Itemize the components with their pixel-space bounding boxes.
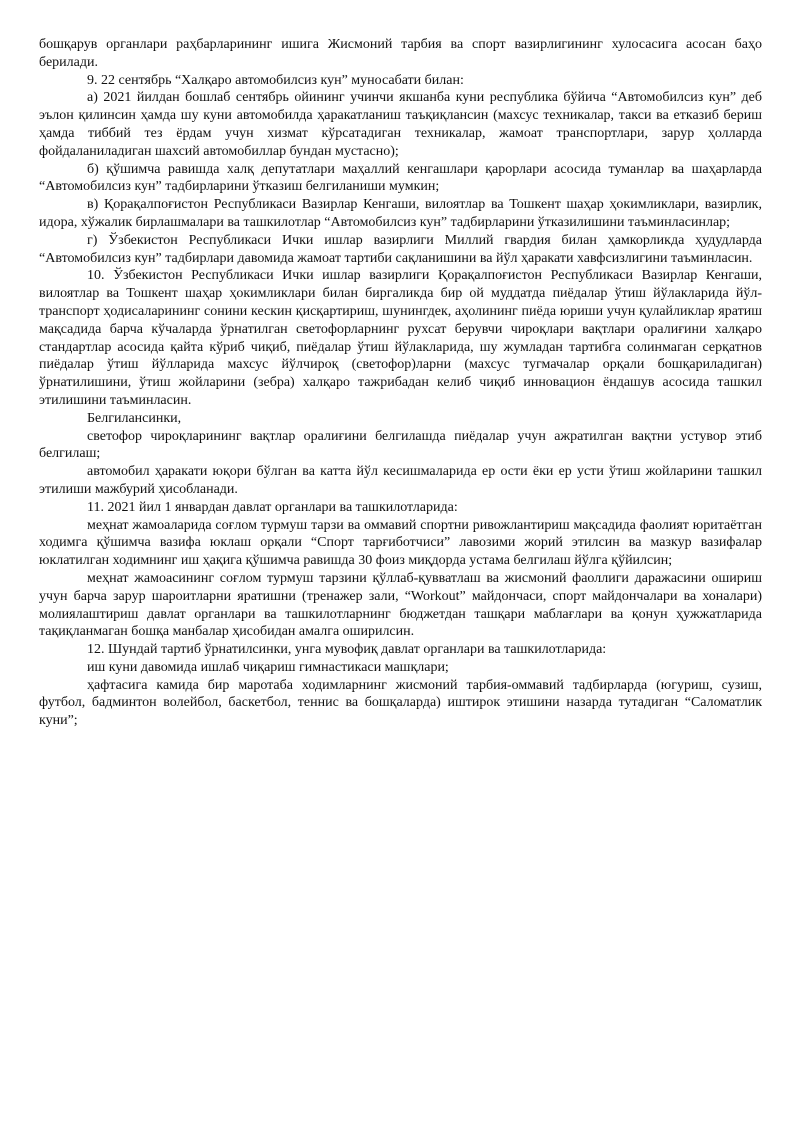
paragraph: ҳафтасига камида бир маротаба ходимларнинг жисмоний тарбия-оммавий тадбирларда (югуриш, сузиш, футбол, бадминтон волейбол, баскетбол, теннис ва бошқаларда) иштирок этишини назарда тутадиган “Саломатлик куни”; [39,677,762,729]
paragraph: автомобил ҳаракати юқори бўлган ва катта йўл кесишмаларида ер ости ёки ер усти ўтиш жойларини ташкил этилиши мажбурий ҳисобланади. [39,464,762,497]
paragraph: меҳнат жамоасининг соғлом турмуш тарзини қўллаб-қувватлаш ва жисмоний фаоллиги даражасини ошириш учун барча зарур шароитларни яратишни (тренажер зали, “Workout” майдончаси, спорт майдончалари ва хоналари) молиялаштириш давлат органлари ва ташкилотларнинг бюджетдан ташқари маблағлари ва қонун ҳужжатларида тақиқланмаган бошқа манбалар ҳисобидан амалга оширилсин. [39,570,762,640]
paragraph: 11. 2021 йил 1 январдан давлат органлари ва ташкилотларида: [87,499,458,515]
paragraph: 9. 22 сентябрь “Халқаро автомобилсиз кун” муносабати билан: [87,72,464,88]
paragraph: светофор чироқларининг вақтлар оралиғини белгилашда пиёдалар учун ажратилган вақтни устувор этиб белгилаш; [39,428,762,462]
paragraph: Белгилансинки, [87,410,182,426]
paragraph: 10. Ўзбекистон Республикаси Ички ишлар вазирлиги Қорақалпоғистон Республикаси Вазирлар Кенгаши, вилоятлар ва Тошкент шаҳар ҳокимликлари билан биргаликда бир ой муддатда пиёдалар ўтиш йўлакларида йўл-транспорт ҳодисаларининг сонини кескин қисқартириш, шунингдек, аҳолининг пиёда юриши учун қулайликлар яратиш мақсадида барча кўчаларда ўрнатилган светофорларнинг рухсат берувчи чироқлари вақтлари оралиғини халқаро стандартлар асосида қайта кўриб чиқиб, пиёдалар ўтиш йўлакларида, шу жумладан тартибга солинмаган серқатнов пиёдалар ўтиш йўлларида махсус йўлчироқ (светофор)ларни (махсус тугмачалар орқали бошқариладиган) ўрнатилишини, ўтиш жойларини (зебра) халқаро тажрибадан келиб чиқиб инновацион ёндашув асосида ташкил этилишини таъминласин. [39,268,762,408]
paragraph: меҳнат жамоаларида соғлом турмуш тарзи ва оммавий спортни ривожлантириш мақсадида фаолият юритаётган ходимга қўшимча вазифа юклаш орқали “Спорт тарғиботчиси” лавозими жорий этилсин ва мазкур вазифалар юклатилган ходимнинг иш ҳақига қўшимча равишда 30 фоиз миқдорда устама белгилаш йўлга қўйилсин; [39,517,762,569]
paragraph: б) қўшимча равишда халқ депутатлари маҳаллий кенгашлари қарорлари асосида туманлар ва шаҳарларда “Автомобилсиз кун” тадбирларини ўтказиш белгиланиши мумкин; [39,161,762,195]
paragraph: бошқарув органлари раҳбарларининг ишига Жисмоний тарбия ва спорт вазирлигининг хулосасига асосан баҳо берилади. [39,37,762,70]
paragraph: 12. Шундай тартиб ўрнатилсинки, унга мувофиқ давлат органлари ва ташкилотларида: [87,642,607,658]
paragraph: в) Қорақалпоғистон Республикаси Вазирлар Кенгаши, вилоятлар ва Тошкент шаҳар ҳокимликлари, вазирлик, идора, хўжалик бирлашмалари ва ташкилотлар “Автомобилсиз кун” тадбирларини ўтказилишини таъминласинлар; [39,197,762,230]
paragraph: иш куни давомида ишлаб чиқариш гимнастикаси машқлари; [87,659,449,675]
paragraph: а) 2021 йилдан бошлаб сентябрь ойининг учинчи якшанба куни республика бўйича “Автомобилсиз кун” деб эълон қилинсин ҳамда шу куни автомобилда ҳаракатланиш таъқиқлансин (махсус техникалар, такси ва етказиб бериш ҳамда тиббий тез ёрдам учун хизмат кўрсатадиган техникалар, жамоат транспортлари, зарур ҳолларда фойдаланиладиган шахсий автомобиллар бундан мустасно); [39,90,762,159]
paragraph: г) Ўзбекистон Республикаси Ички ишлар вазирлиги Миллий гвардия билан ҳамкорликда ҳудудларда “Автомобилсиз кун” тадбирлари давомида жамоат тартиби сақланишини ва йўл ҳаракати хавфсизлигини таъминласин. [39,232,762,266]
